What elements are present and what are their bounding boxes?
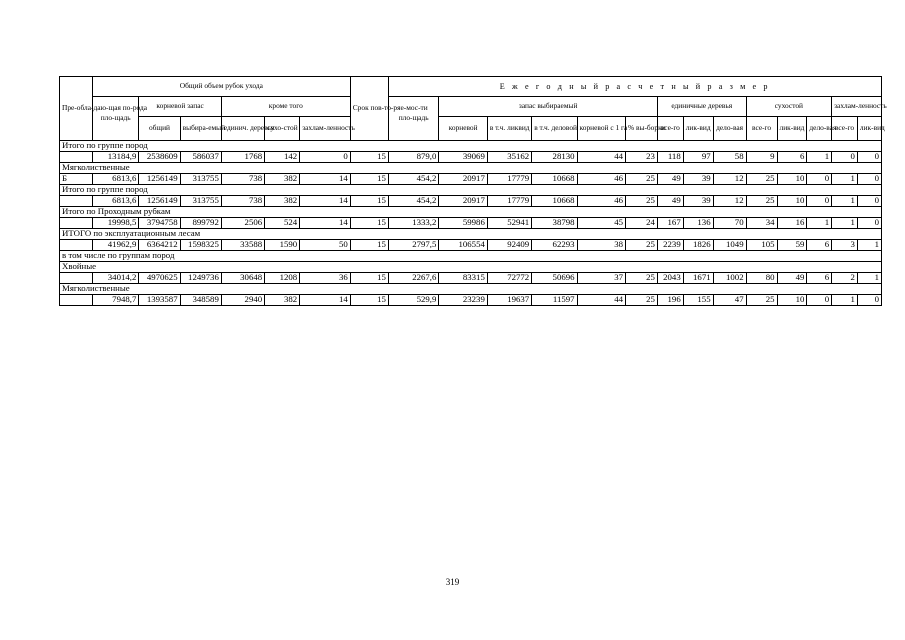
table-cell: 1256149	[139, 174, 180, 185]
table-cell: 15	[350, 273, 388, 284]
table-cell: 35162	[487, 152, 531, 163]
table-cell: 25	[746, 295, 777, 306]
page-number: 319	[445, 577, 460, 587]
table-cell: 0	[857, 152, 881, 163]
table-header	[60, 77, 887, 141]
root-header: корневой	[439, 117, 487, 141]
table-cell: 106554	[439, 240, 487, 251]
table-cell: 2	[832, 273, 858, 284]
table-cell: 12	[713, 174, 746, 185]
dry2-header: сухостой	[746, 97, 832, 117]
table-cell: 15	[350, 174, 388, 185]
table-cell: 1208	[265, 273, 300, 284]
table-cell: 16	[777, 218, 807, 229]
table-cell: 2239	[657, 240, 683, 251]
table-cell: 80	[746, 273, 777, 284]
table-cell: 524	[265, 218, 300, 229]
table-cell: 50696	[532, 273, 577, 284]
species-header: Пре-обла-даю-щая по-рода	[60, 77, 93, 141]
table-cell: 899792	[180, 218, 221, 229]
total-volume-header: Общий объем рубок ухода	[92, 77, 350, 97]
table-row	[60, 295, 882, 306]
section-label: Хвойные	[60, 262, 882, 273]
table-cell: 6813,6	[92, 174, 138, 185]
table-cell: 6813,6	[92, 196, 138, 207]
table-cell: 167	[657, 218, 683, 229]
table-cell: 19998,5	[92, 218, 138, 229]
table-cell: 105	[746, 240, 777, 251]
table-cell: 13184,9	[92, 152, 138, 163]
table-cell: 529,9	[388, 295, 439, 306]
dry-commercial-header: дело-вая	[807, 117, 832, 141]
table-cell: 9	[746, 152, 777, 163]
table-cell: 49	[657, 174, 683, 185]
table-cell: 6	[807, 240, 832, 251]
table-cell: 12	[713, 196, 746, 207]
table-cell: 6	[777, 152, 807, 163]
table-cell: 1826	[683, 240, 713, 251]
litter-all-header: все-го	[832, 117, 858, 141]
table-cell: 0	[857, 218, 881, 229]
table-cell: 14	[300, 196, 351, 207]
table-cell: 24	[626, 218, 658, 229]
table-cell: 382	[265, 174, 300, 185]
species-cell	[60, 295, 93, 306]
table-cell: 39	[683, 196, 713, 207]
single-liquid-header: лик-вид	[683, 117, 713, 141]
table-cell: 10	[777, 196, 807, 207]
table-cell: 41962,9	[92, 240, 138, 251]
section-label-row	[60, 185, 882, 196]
table-cell: 70	[713, 218, 746, 229]
single-trees-header: единич. деревья	[221, 117, 264, 141]
table-cell: 142	[265, 152, 300, 163]
table-cell: 1393587	[139, 295, 180, 306]
section-label-row	[60, 163, 882, 174]
pct-selection-header: % вы-борки	[626, 117, 658, 141]
incl-liquid-header: в т.ч. ликвид	[487, 117, 531, 141]
area-header: пло-щадь	[92, 97, 138, 141]
table-cell: 118	[657, 152, 683, 163]
table-cell: 20917	[439, 174, 487, 185]
table-cell: 1671	[683, 273, 713, 284]
table-cell: 382	[265, 295, 300, 306]
table-cell: 25	[626, 240, 658, 251]
table-cell: 25	[746, 196, 777, 207]
harvest-table	[59, 76, 887, 306]
table-cell: 0	[857, 295, 881, 306]
table-cell: 1590	[265, 240, 300, 251]
table-cell: 25	[626, 196, 658, 207]
table-cell: 1	[832, 174, 858, 185]
table-cell: 3	[832, 240, 858, 251]
table-row	[60, 196, 882, 207]
table-cell: 155	[683, 295, 713, 306]
dry-header: сухо-стой	[265, 117, 300, 141]
table-row	[60, 174, 882, 185]
table-cell: 313755	[180, 174, 221, 185]
table-cell: 10668	[532, 174, 577, 185]
table-cell: 58	[713, 152, 746, 163]
section-label-row	[60, 284, 882, 295]
table-cell: 92409	[487, 240, 531, 251]
table-cell: 1	[807, 152, 832, 163]
table-cell: 15	[350, 152, 388, 163]
table-cell: 10668	[532, 196, 577, 207]
area2-header: пло-щадь	[388, 97, 439, 141]
dry-liquid-header: лик-вид	[777, 117, 807, 141]
species-cell	[60, 196, 93, 207]
table-cell: 2797,5	[388, 240, 439, 251]
table-cell: 38	[577, 240, 625, 251]
species-cell	[60, 218, 93, 229]
table-cell: 14	[300, 218, 351, 229]
section-label: в том числе по группам пород	[60, 251, 882, 262]
litter2-header: захлам-ленность	[832, 97, 882, 117]
table-cell: 30648	[221, 273, 264, 284]
section-label-row	[60, 141, 882, 152]
section-label: Мягколиственные	[60, 163, 882, 174]
dry-all-header: все-го	[746, 117, 777, 141]
table-cell: 25	[746, 174, 777, 185]
table-cell: 36	[300, 273, 351, 284]
table-cell: 1	[807, 218, 832, 229]
table-cell: 1	[857, 240, 881, 251]
section-label: ИТОГО по эксплуатационным лесам	[60, 229, 882, 240]
table-cell: 348589	[180, 295, 221, 306]
litter-liquid-header: лик-вид	[857, 117, 881, 141]
single-all-header: все-го	[657, 117, 683, 141]
table-cell: 49	[657, 196, 683, 207]
table-cell: 1256149	[139, 196, 180, 207]
table-cell: 0	[807, 295, 832, 306]
table-cell: 72772	[487, 273, 531, 284]
section-label-row	[60, 207, 882, 218]
section-label-row	[60, 251, 882, 262]
table-cell: 15	[350, 196, 388, 207]
table-cell: 39069	[439, 152, 487, 163]
table-cell: 52941	[487, 218, 531, 229]
litter-header: захлам-ленность	[300, 117, 351, 141]
table-cell: 1	[832, 196, 858, 207]
table-cell: 46	[577, 174, 625, 185]
table-cell: 1	[832, 218, 858, 229]
harvest-stock-header: запас выбираемый	[439, 97, 658, 117]
incl-commercial-header: в т.ч. деловой	[532, 117, 577, 141]
table-cell: 0	[807, 174, 832, 185]
section-label: Итого по группе пород	[60, 141, 882, 152]
table-cell: 34014,2	[92, 273, 138, 284]
table-cell: 3794758	[139, 218, 180, 229]
table-cell: 6364212	[139, 240, 180, 251]
table-cell: 1768	[221, 152, 264, 163]
table-cell: 2267,6	[388, 273, 439, 284]
table-row	[60, 273, 882, 284]
table-cell: 44	[577, 152, 625, 163]
table-cell: 15	[350, 295, 388, 306]
table-cell: 738	[221, 174, 264, 185]
table-cell: 879,0	[388, 152, 439, 163]
table-cell: 1598325	[180, 240, 221, 251]
table-cell: 4970625	[139, 273, 180, 284]
annual-allowable-header: Е ж е г о д н ы й р а с ч е т н ы й р а з м е р	[388, 77, 881, 97]
table-cell: 11597	[532, 295, 577, 306]
table-cell: 46	[577, 196, 625, 207]
table-cell: 17779	[487, 174, 531, 185]
species-cell: Б	[60, 174, 93, 185]
table-row	[60, 152, 882, 163]
table-cell: 0	[857, 174, 881, 185]
table-cell: 1049	[713, 240, 746, 251]
table-cell: 25	[626, 273, 658, 284]
table-cell: 738	[221, 196, 264, 207]
table-cell: 25	[626, 295, 658, 306]
table-cell: 83315	[439, 273, 487, 284]
species-cell	[60, 152, 93, 163]
table-cell: 382	[265, 196, 300, 207]
table-cell: 454,2	[388, 174, 439, 185]
table-cell: 37	[577, 273, 625, 284]
table-cell: 33588	[221, 240, 264, 251]
table-row	[60, 240, 882, 251]
single-commercial-header: дело-вая	[713, 117, 746, 141]
section-label: Итого по группе пород	[60, 185, 882, 196]
table-cell: 45	[577, 218, 625, 229]
table-cell: 454,2	[388, 196, 439, 207]
table-cell: 6	[807, 273, 832, 284]
table-cell: 23	[626, 152, 658, 163]
section-label-row	[60, 262, 882, 273]
table-cell: 0	[300, 152, 351, 163]
table-cell: 2506	[221, 218, 264, 229]
table-cell: 10	[777, 295, 807, 306]
table-cell: 2043	[657, 273, 683, 284]
species-cell	[60, 240, 93, 251]
table-row	[60, 218, 882, 229]
root-per-ha-header: корневой с 1 га	[577, 117, 625, 141]
table-body	[60, 141, 882, 306]
table-cell: 10	[777, 174, 807, 185]
table-cell: 1002	[713, 273, 746, 284]
table-cell: 1	[857, 273, 881, 284]
table-cell: 196	[657, 295, 683, 306]
table-cell: 28130	[532, 152, 577, 163]
species-cell	[60, 273, 93, 284]
table-cell: 49	[777, 273, 807, 284]
table-cell: 1	[832, 295, 858, 306]
table-cell: 15	[350, 218, 388, 229]
total-header: общий	[139, 117, 180, 141]
root-stock-header: корневой запас	[139, 97, 221, 117]
besides-header: кроме того	[221, 97, 350, 117]
table-cell: 0	[832, 152, 858, 163]
table-cell: 7948,7	[92, 295, 138, 306]
table-cell: 15	[350, 240, 388, 251]
table-cell: 0	[857, 196, 881, 207]
table-cell: 38798	[532, 218, 577, 229]
table-cell: 0	[807, 196, 832, 207]
table-cell: 14	[300, 295, 351, 306]
table-cell: 23239	[439, 295, 487, 306]
table-cell: 313755	[180, 196, 221, 207]
table-cell: 62293	[532, 240, 577, 251]
single-trees2-header: единичные деревья	[657, 97, 746, 117]
section-label: Мягколиственные	[60, 284, 882, 295]
table-cell: 17779	[487, 196, 531, 207]
table-cell: 1333,2	[388, 218, 439, 229]
table-cell: 2538609	[139, 152, 180, 163]
table-cell: 59986	[439, 218, 487, 229]
table-cell: 59	[777, 240, 807, 251]
table-cell: 1249736	[180, 273, 221, 284]
table-cell: 25	[626, 174, 658, 185]
table-cell: 586037	[180, 152, 221, 163]
table-cell: 97	[683, 152, 713, 163]
table-cell: 39	[683, 174, 713, 185]
table-cell: 50	[300, 240, 351, 251]
section-label: Итого по Проходным рубкам	[60, 207, 882, 218]
table-cell: 20917	[439, 196, 487, 207]
table-cell: 47	[713, 295, 746, 306]
table-cell: 136	[683, 218, 713, 229]
repeat-period-header: Срок пов-то-ряе-мос-ти	[350, 77, 388, 141]
table-cell: 34	[746, 218, 777, 229]
table-cell: 44	[577, 295, 625, 306]
harvested-header: выбира-емый	[180, 117, 221, 141]
table-cell: 14	[300, 174, 351, 185]
table-cell: 2940	[221, 295, 264, 306]
table-cell: 19637	[487, 295, 531, 306]
section-label-row	[60, 229, 882, 240]
